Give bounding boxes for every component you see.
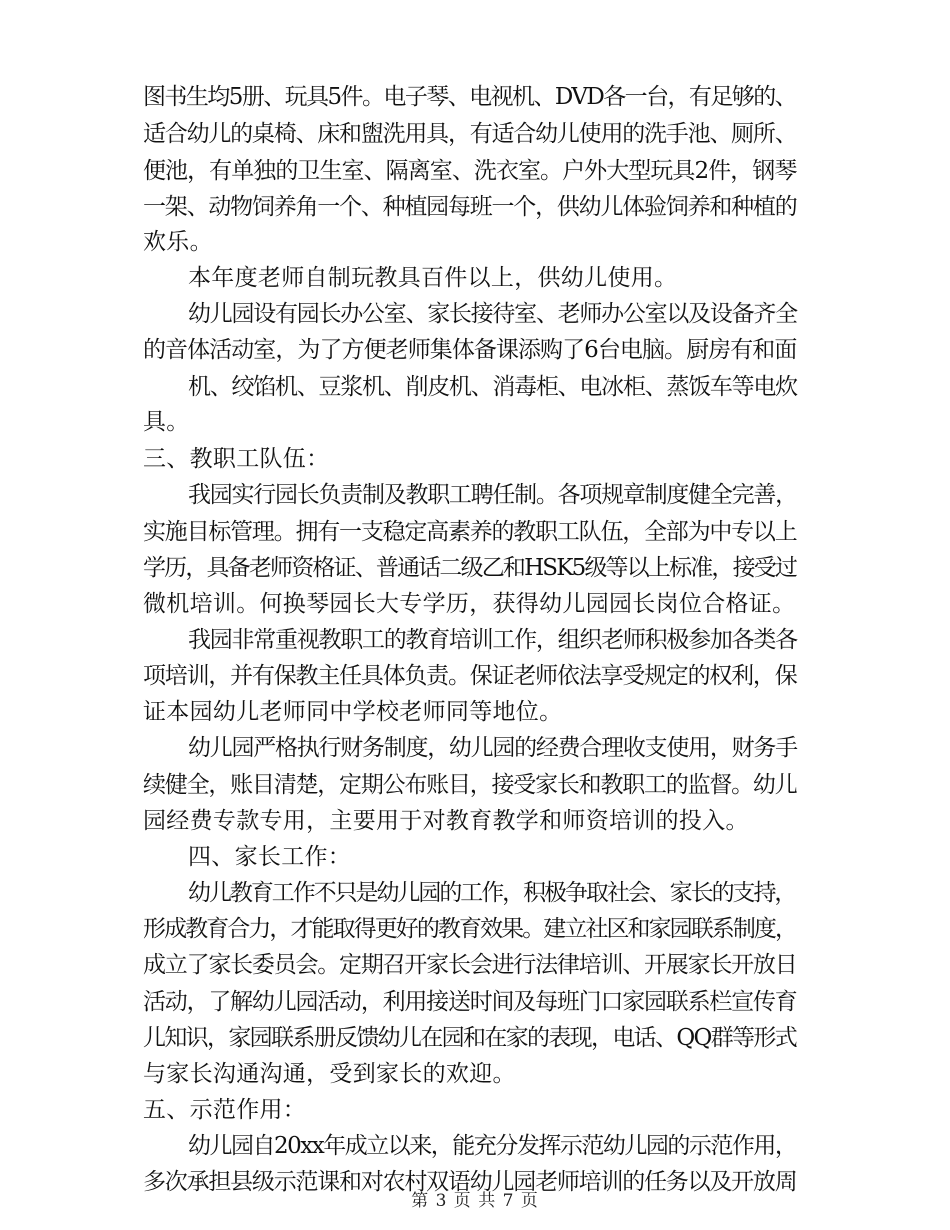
text-line: 项培训，并有保教主任具体负责。保证老师依法享受规定的权利，保 <box>143 663 797 689</box>
page-footer: 第 3 页 共 7 页 <box>411 1191 539 1211</box>
text-line: 便池，有单独的卫生室、隔离室、洗衣室。户外大型玩具2件，钢琴 <box>143 158 797 184</box>
text-line: 一架、动物饲养角一个、种植园每班一个，供幼儿体验饲养和种植的 <box>143 194 797 220</box>
text-line: 我园非常重视教职工的教育培训工作，组织老师积极参加各类各 <box>188 627 797 653</box>
text-line: 适合幼儿的桌椅、床和盥洗用具，有适合幼儿使用的洗手池、厕所、 <box>143 121 797 147</box>
text-line: 形成教育合力，才能取得更好的教育效果。建立社区和家园联系制度， <box>143 916 797 942</box>
text-line: 园经费专款专用，主要用于对教育教学和师资培训的投入。 <box>143 808 749 834</box>
text-line: 幼儿园设有园长办公室、家长接待室、老师办公室以及设备齐全 <box>188 301 797 327</box>
text-line: 欢乐。 <box>143 229 213 255</box>
text-line: 机、绞馅机、豆浆机、削皮机、消毒柜、电冰柜、蒸饭车等电炊 <box>188 374 797 400</box>
text-line: 活动，了解幼儿园活动，利用接送时间及每班门口家园联系栏宣传育 <box>143 989 797 1015</box>
text-line: 我园实行园长负责制及教职工聘任制。各项规章制度健全完善， <box>188 482 797 508</box>
text-line: 学历，具备老师资格证、普通话二级乙和HSK5级等以上标准，接受过 <box>143 555 797 581</box>
text-line: 五、示范作用： <box>143 1097 307 1123</box>
text-line: 证本园幼儿老师同中学校老师同等地位。 <box>143 699 563 725</box>
text-line: 儿知识，家园联系册反馈幼儿在园和在家的表现，电话、QQ群等形式 <box>143 1025 797 1051</box>
text-line: 成立了家长委员会。定期召开家长会进行法律培训、开展家长开放日 <box>143 952 797 978</box>
text-line: 图书生均5册、玩具5件。电子琴、电视机、DVD各一台，有足够的、 <box>143 84 797 110</box>
text-line: 幼儿园自20xx年成立以来，能充分发挥示范幼儿园的示范作用， <box>188 1133 797 1159</box>
text-line: 与家长沟通沟通，受到家长的欢迎。 <box>143 1061 516 1087</box>
text-line: 实施目标管理。拥有一支稳定高素养的教职工队伍，全部为中专以上 <box>143 519 797 545</box>
text-line: 四、家长工作： <box>188 844 352 870</box>
text-line: 本年度老师自制玩教具百件以上，供幼儿使用。 <box>188 265 678 291</box>
text-line: 微机培训。何换琴园长大专学历，获得幼儿园园长岗位合格证。 <box>143 591 796 617</box>
text-line: 三、教职工队伍： <box>143 446 330 472</box>
text-line: 幼儿教育工作不只是幼儿园的工作，积极争取社会、家长的支持， <box>188 880 796 906</box>
text-line: 续健全，账目清楚，定期公布账目，接受家长和教职工的监督。幼儿 <box>143 772 797 798</box>
text-line: 的音体活动室，为了方便老师集体备课添购了6台电脑。厨房有和面 <box>143 337 797 363</box>
text-line: 幼儿园严格执行财务制度，幼儿园的经费合理收支使用，财务手 <box>188 735 797 761</box>
text-line: 具。 <box>143 409 190 435</box>
text-line: 多次承担县级示范课和对农村双语幼儿园老师培训的任务以及开放周 <box>143 1169 797 1195</box>
